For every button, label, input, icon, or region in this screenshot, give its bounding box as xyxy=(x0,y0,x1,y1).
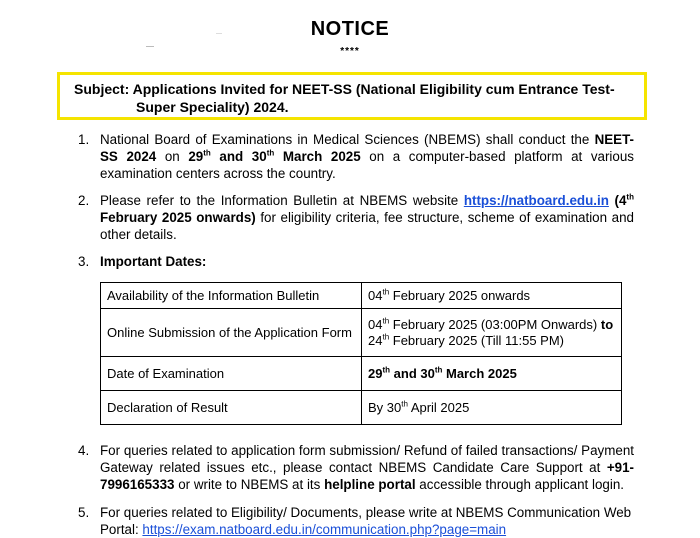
scan-mark xyxy=(146,46,154,47)
important-dates-table xyxy=(100,282,622,425)
notice-title: NOTICE xyxy=(310,18,390,40)
table-row xyxy=(101,391,622,425)
website-link[interactable]: https://natboard.edu.in xyxy=(463,193,609,208)
subject-line-2: Super Speciality) 2024. xyxy=(136,99,289,115)
table-row xyxy=(101,357,622,391)
item-number: 1. xyxy=(78,132,90,147)
table-row xyxy=(101,283,622,309)
text-run: National Board of Examinations in Medical Sciences (NBEMS) shall conduct the xyxy=(100,132,595,147)
item-text xyxy=(100,131,634,182)
important-dates-heading: Important Dates: xyxy=(100,254,207,269)
item-text xyxy=(100,442,634,493)
table-row xyxy=(101,309,622,357)
table-cell-value: 04th February 2025 onwards xyxy=(362,283,622,309)
table-cell-value: By 30th April 2025 xyxy=(362,391,622,425)
item-text xyxy=(100,253,634,270)
item-text xyxy=(100,504,634,538)
communication-portal-link[interactable]: https://exam.natboard.edu.in/communication.php?page=main xyxy=(142,522,507,537)
text-run: for eligibility criteria, fee structure, scheme of examination and other details. xyxy=(100,210,634,242)
text-run: on xyxy=(156,149,189,164)
text-run: For queries related to application form submission/ Refund of failed transactions/ Payment Gateway related issues etc., please contact NBEMS Candidate Care Support at xyxy=(100,443,634,475)
subject-box xyxy=(57,72,647,120)
helpline-portal: helpline portal xyxy=(324,477,416,492)
support-phone: +91-7996165333 xyxy=(100,460,634,492)
exam-dates: 29th and 30th March 2025 xyxy=(188,148,361,164)
text-run: on a computer-based platform at various examination centers across the country. xyxy=(100,149,634,181)
text-run: Please refer to the Information Bulletin at NBEMS website xyxy=(100,193,464,208)
text-run: or write to NBEMS at its xyxy=(174,477,325,492)
text-run: For queries related to Eligibility/ Documents, please write at NBEMS Communication Web Portal: xyxy=(100,505,632,537)
subject-line-1: Subject: Applications Invited for NEET-SS (National Eligibility cum Entrance Test- xyxy=(74,81,615,97)
title-stars: **** xyxy=(340,46,360,57)
text-run: accessible through applicant login. xyxy=(415,477,625,492)
table-cell-label: Declaration of Result xyxy=(101,391,362,425)
table-cell-label: Date of Examination xyxy=(101,357,362,391)
scan-mark xyxy=(216,33,222,34)
item-number: 3. xyxy=(78,254,90,269)
table-cell-label: Availability of the Information Bulletin xyxy=(101,283,362,309)
item-number: 2. xyxy=(78,193,90,208)
item-number: 5. xyxy=(78,505,90,520)
table-cell-value: 04th February 2025 (03:00PM Onwards) to 24th February 2025 (Till 11:55 PM) xyxy=(362,309,622,357)
table-cell-value: 29th and 30th March 2025 xyxy=(362,357,622,391)
table-cell-label: Online Submission of the Application Form xyxy=(101,309,362,357)
item-text xyxy=(100,192,634,243)
item-number: 4. xyxy=(78,443,90,458)
exam-name: NEET-SS 2024 xyxy=(100,132,634,164)
bulletin-date: (4th February 2025 onwards) xyxy=(100,192,634,225)
